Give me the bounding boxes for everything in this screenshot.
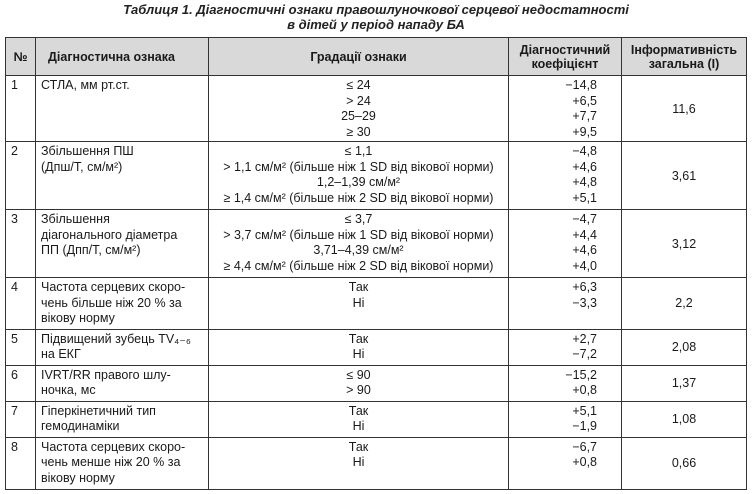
informativeness-value: 11,6 [622, 76, 747, 142]
row-number: 3 [6, 210, 36, 278]
diagnostic-sign [36, 142, 209, 210]
informativeness-value: 2,2 [622, 278, 747, 330]
diagnostic-coefficients [509, 210, 622, 278]
diagnostic-table [5, 37, 747, 490]
grade-value-list [209, 332, 508, 363]
diagnostic-sign [36, 365, 209, 401]
grade-value: 1,2–1,39 см/м² [316, 175, 401, 189]
coefficient-value: +9,5 [572, 124, 597, 139]
grade-value: ≥ 1,4 см/м² (більше ніж 2 SD від вікової норми) [223, 190, 494, 205]
coefficient-value: +4,6 [572, 159, 597, 174]
sign-line: IVRT/RR правого шлу- [41, 367, 171, 382]
table-row [6, 76, 747, 142]
sign-grades [209, 401, 509, 437]
grade-value-list [209, 368, 508, 399]
coefficient-value: +5,1 [572, 190, 597, 205]
sign-line: Частота серцевих скоро- [41, 280, 186, 294]
row-number: 6 [6, 365, 36, 401]
coefficient-value-list [509, 280, 597, 311]
coefficient-value: −14,8 [565, 78, 597, 92]
sign-line: вікову норму [41, 311, 115, 325]
diagnostic-coefficients [509, 278, 622, 330]
sign-grades [209, 365, 509, 401]
table-row [6, 210, 747, 278]
coefficient-value: +0,8 [572, 383, 597, 397]
row-number: 5 [6, 329, 36, 365]
sign-line-list [41, 404, 203, 435]
table-header-row [6, 38, 747, 76]
diagnostic-coefficients [509, 437, 622, 489]
caption-line-1: Таблиця 1. Діагностичні ознаки правошлуночкової серцевої недостатності [123, 2, 629, 17]
coefficient-value: +5,1 [572, 403, 597, 418]
header-sign: Діагностична ознака [36, 38, 209, 76]
coefficient-value: −6,7 [572, 439, 597, 454]
sign-grades [209, 329, 509, 365]
diagnostic-coefficients [509, 401, 622, 437]
grade-value: 3,71–4,39 см/м² [313, 243, 404, 257]
informativeness-value: 0,66 [622, 437, 747, 489]
coefficient-value-list [509, 332, 597, 363]
coefficient-value-list [509, 440, 597, 471]
header-num: № [6, 38, 36, 76]
sign-line: ночка, мс [41, 383, 96, 397]
sign-line-list [41, 280, 203, 327]
coefficient-value: +6,5 [572, 93, 597, 108]
grade-value-list [209, 404, 508, 435]
coefficient-value: +6,3 [572, 280, 597, 294]
coefficient-value: −7,2 [572, 347, 597, 361]
sign-grades [209, 210, 509, 278]
sign-line: Збільшення ПШ [41, 144, 134, 158]
sign-line-list [41, 78, 203, 94]
coefficient-value-list [509, 404, 597, 435]
sign-line: Гіперкінетичний тип [41, 403, 156, 418]
sign-line: чень менше ніж 20 % за [41, 455, 181, 469]
grade-value: ≥ 4,4 см/м² (більше ніж 2 SD від вікової норми) [223, 258, 494, 273]
sign-line: на ЕКГ [41, 347, 81, 361]
coefficient-value: −4,7 [572, 212, 597, 226]
table-caption [0, 2, 752, 32]
diagnostic-sign [36, 278, 209, 330]
coefficient-value: +4,6 [572, 243, 597, 257]
grade-value: ≤ 3,7 [344, 212, 373, 226]
grade-value: > 3,7 см/м² (більше ніж 1 SD від вікової норми) [223, 227, 494, 242]
row-number: 8 [6, 437, 36, 489]
coefficient-value: +7,7 [572, 109, 597, 123]
diagnostic-sign [36, 76, 209, 142]
grade-value-list [209, 440, 508, 471]
row-number: 1 [6, 76, 36, 142]
sign-line: Підвищений зубець TV₄₋₆ [41, 331, 191, 346]
diagnostic-coefficients [509, 329, 622, 365]
table-row [6, 329, 747, 365]
grade-value: ≤ 1,1 [344, 144, 373, 158]
coefficient-value: +2,7 [572, 331, 597, 346]
diagnostic-coefficients [509, 365, 622, 401]
sign-line: СТЛА, мм рт.ст. [41, 78, 130, 92]
grade-value: ≤ 90 [346, 367, 371, 382]
diagnostic-sign [36, 437, 209, 489]
row-number: 7 [6, 401, 36, 437]
grade-value: ≤ 24 [346, 78, 371, 92]
coefficient-value: +0,8 [572, 455, 597, 469]
table-row [6, 142, 747, 210]
sign-line: чень більше ніж 20 % за [41, 295, 182, 310]
grade-value: Так [348, 439, 369, 454]
sign-grades [209, 76, 509, 142]
sign-grades [209, 437, 509, 489]
grade-value: ≥ 30 [346, 124, 371, 139]
grade-value: Ні [352, 455, 365, 469]
sign-line-list [41, 332, 203, 363]
coefficient-value: +4,0 [572, 258, 597, 273]
header-info: Інформативність загальна (І) [622, 38, 747, 76]
sign-line-list [41, 144, 203, 175]
informativeness-value: 3,12 [622, 210, 747, 278]
sign-grades [209, 278, 509, 330]
coefficient-value-list [509, 78, 597, 140]
diagnostic-coefficients [509, 76, 622, 142]
diagnostic-sign [36, 401, 209, 437]
grade-value: Так [348, 331, 369, 346]
coefficient-value: +4,8 [572, 175, 597, 189]
sign-line-list [41, 440, 203, 487]
table-row [6, 437, 747, 489]
coefficient-value: −4,8 [572, 144, 597, 158]
row-number: 2 [6, 142, 36, 210]
informativeness-value: 3,61 [622, 142, 747, 210]
coefficient-value: −1,9 [572, 419, 597, 433]
coefficient-value: −15,2 [565, 367, 597, 382]
sign-line: Частота серцевих скоро- [41, 439, 186, 454]
grade-value-list [209, 78, 508, 140]
sign-line: гемодинаміки [41, 419, 120, 433]
sign-line-list [41, 368, 203, 399]
grade-value: Ні [352, 347, 365, 361]
grade-value: Ні [352, 295, 365, 310]
sign-line-list [41, 212, 203, 259]
header-coef: Діагностичний коефіцієнт [509, 38, 622, 76]
sign-line: діагонального діаметра [41, 227, 178, 242]
sign-line: (Дпш/Т, см/м²) [41, 159, 123, 174]
caption-line-2: в дітей у період нападу БА [287, 17, 465, 32]
coefficient-value-list [509, 212, 597, 274]
grade-value: Так [348, 280, 369, 294]
coefficient-value-list [509, 368, 597, 399]
sign-line: вікову норму [41, 470, 115, 485]
grade-value: > 90 [346, 383, 371, 397]
informativeness-value: 2,08 [622, 329, 747, 365]
coefficient-value: +4,4 [572, 227, 597, 242]
table-row [6, 278, 747, 330]
row-number: 4 [6, 278, 36, 330]
diagnostic-coefficients [509, 142, 622, 210]
table-row [6, 365, 747, 401]
informativeness-value: 1,37 [622, 365, 747, 401]
sign-line: Збільшення [41, 212, 110, 226]
table-row [6, 401, 747, 437]
grade-value-list [209, 280, 508, 311]
sign-grades [209, 142, 509, 210]
grade-value: 25–29 [341, 109, 376, 123]
sign-line: ПП (Дпп/Т, см/м²) [41, 243, 141, 257]
diagnostic-sign [36, 329, 209, 365]
coefficient-value: −3,3 [572, 295, 597, 310]
grade-value: > 1,1 см/м² (більше ніж 1 SD від вікової норми) [223, 159, 494, 174]
coefficient-value-list [509, 144, 597, 206]
grade-value: Так [348, 403, 369, 418]
grade-value: Ні [352, 419, 365, 433]
header-grades: Градації ознаки [209, 38, 509, 76]
grade-value-list [209, 212, 508, 274]
diagnostic-sign [36, 210, 209, 278]
grade-value-list [209, 144, 508, 206]
informativeness-value: 1,08 [622, 401, 747, 437]
grade-value: > 24 [346, 93, 371, 108]
